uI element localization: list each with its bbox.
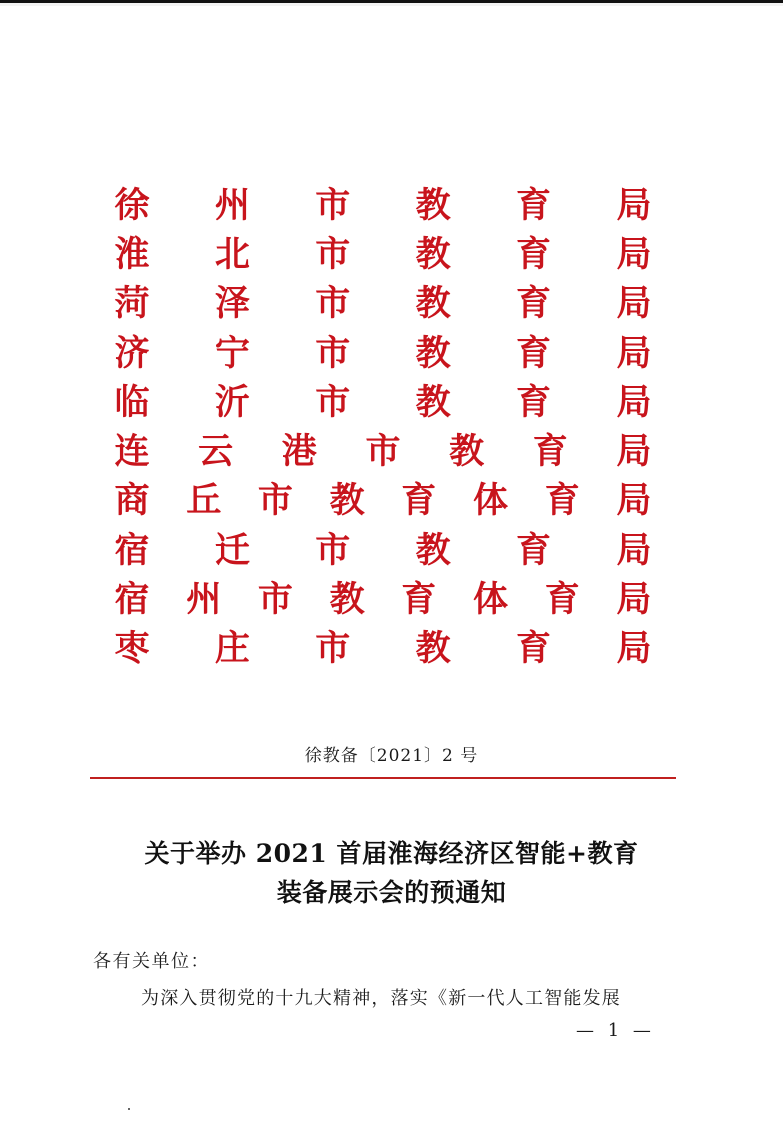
- issuer-char: 北: [214, 233, 250, 275]
- issuer-char: 教: [415, 529, 451, 571]
- issuer-char: 育: [544, 579, 580, 621]
- issuer-char: 市: [315, 283, 351, 325]
- issuer-char: 教: [415, 233, 451, 275]
- issuer-char: 云: [198, 431, 234, 473]
- issuer-char: 徐: [114, 184, 150, 226]
- issuer-char: 连: [114, 431, 150, 473]
- issuer-char: 沂: [214, 381, 250, 423]
- issuer-char: 宁: [214, 332, 250, 374]
- issuer-char: 丘: [186, 480, 222, 522]
- issuer-char: 市: [315, 529, 351, 571]
- issuer-char: 教: [415, 381, 451, 423]
- issuer-char: 泽: [214, 283, 250, 325]
- document-title-line-2: 装备展示会的预通知: [276, 878, 507, 907]
- issuer-char: 庄: [214, 628, 250, 670]
- issuer-row-suzhou: [114, 575, 652, 624]
- issuer-char: 宿: [114, 529, 150, 571]
- issuer-char: 育: [516, 381, 552, 423]
- issuer-char: 淮: [114, 233, 150, 275]
- issuer-char: 育: [516, 283, 552, 325]
- issuer-char: 局: [616, 431, 652, 473]
- issuer-char: 育: [516, 332, 552, 374]
- salutation: 各有关单位：: [93, 951, 210, 972]
- issuer-char: 育: [516, 184, 552, 226]
- issuer-char: 商: [114, 480, 150, 522]
- issuer-char: 局: [616, 579, 652, 621]
- issuer-char: 育: [516, 233, 552, 275]
- issuer-char: 局: [616, 332, 652, 374]
- issuer-row-suqian: [114, 526, 652, 575]
- issuer-char: 育: [401, 579, 437, 621]
- issuing-authorities-header: [114, 181, 652, 674]
- red-separator-line: [90, 777, 676, 779]
- document-title-line-1: 关于举办 2021 首届淮海经济区智能+教育: [144, 839, 639, 868]
- issuer-char: 州: [214, 184, 250, 226]
- page-top-shadow: [0, 3, 783, 6]
- issuer-char: 育: [516, 628, 552, 670]
- issuer-char: 港: [281, 431, 317, 473]
- issuer-char: 局: [616, 381, 652, 423]
- issuer-char: 迁: [214, 529, 250, 571]
- issuer-char: 市: [365, 431, 401, 473]
- issuer-char: 临: [114, 381, 150, 423]
- issuer-row-huaibei: [114, 230, 652, 279]
- page-number: — 1 —: [576, 1020, 655, 1041]
- issuer-char: 市: [315, 381, 351, 423]
- issuer-row-lianyungang: [114, 427, 652, 476]
- issuer-char: 局: [616, 529, 652, 571]
- issuer-char: 教: [415, 283, 451, 325]
- issuer-row-xuzhou: [114, 181, 652, 230]
- issuer-char: 市: [257, 579, 293, 621]
- issuer-char: 育: [532, 431, 568, 473]
- issuer-row-linyi: [114, 378, 652, 427]
- issuer-char: 局: [616, 184, 652, 226]
- issuer-row-shangqiu: [114, 477, 652, 526]
- issuer-char: 体: [473, 579, 509, 621]
- issuer-char: 市: [315, 628, 351, 670]
- document-number: 徐教备〔2021〕2 号: [304, 746, 479, 766]
- issuer-char: 教: [415, 628, 451, 670]
- issuer-char: 局: [616, 283, 652, 325]
- issuer-char: 育: [544, 480, 580, 522]
- issuer-char: 教: [415, 332, 451, 374]
- issuer-char: 市: [315, 184, 351, 226]
- issuer-char: 育: [516, 529, 552, 571]
- issuer-char: 局: [616, 628, 652, 670]
- issuer-char: 市: [257, 480, 293, 522]
- issuer-char: 育: [401, 480, 437, 522]
- issuer-char: 体: [473, 480, 509, 522]
- issuer-char: 枣: [114, 628, 150, 670]
- issuer-char: 济: [114, 332, 150, 374]
- body-paragraph: 为深入贯彻党的十九大精神，落实《新一代人工智能发展: [141, 988, 621, 1009]
- issuer-char: 宿: [114, 579, 150, 621]
- issuer-char: 教: [415, 184, 451, 226]
- scan-speck: [128, 1108, 130, 1110]
- issuer-row-heze: [114, 280, 652, 329]
- issuer-char: 教: [449, 431, 485, 473]
- issuer-char: 局: [616, 233, 652, 275]
- issuer-char: 局: [616, 480, 652, 522]
- issuer-char: 教: [329, 579, 365, 621]
- issuer-char: 市: [315, 233, 351, 275]
- issuer-row-zaozhuang: [114, 625, 652, 674]
- issuer-row-jining: [114, 329, 652, 378]
- issuer-char: 市: [315, 332, 351, 374]
- issuer-char: 菏: [114, 283, 150, 325]
- issuer-char: 教: [329, 480, 365, 522]
- issuer-char: 州: [186, 579, 222, 621]
